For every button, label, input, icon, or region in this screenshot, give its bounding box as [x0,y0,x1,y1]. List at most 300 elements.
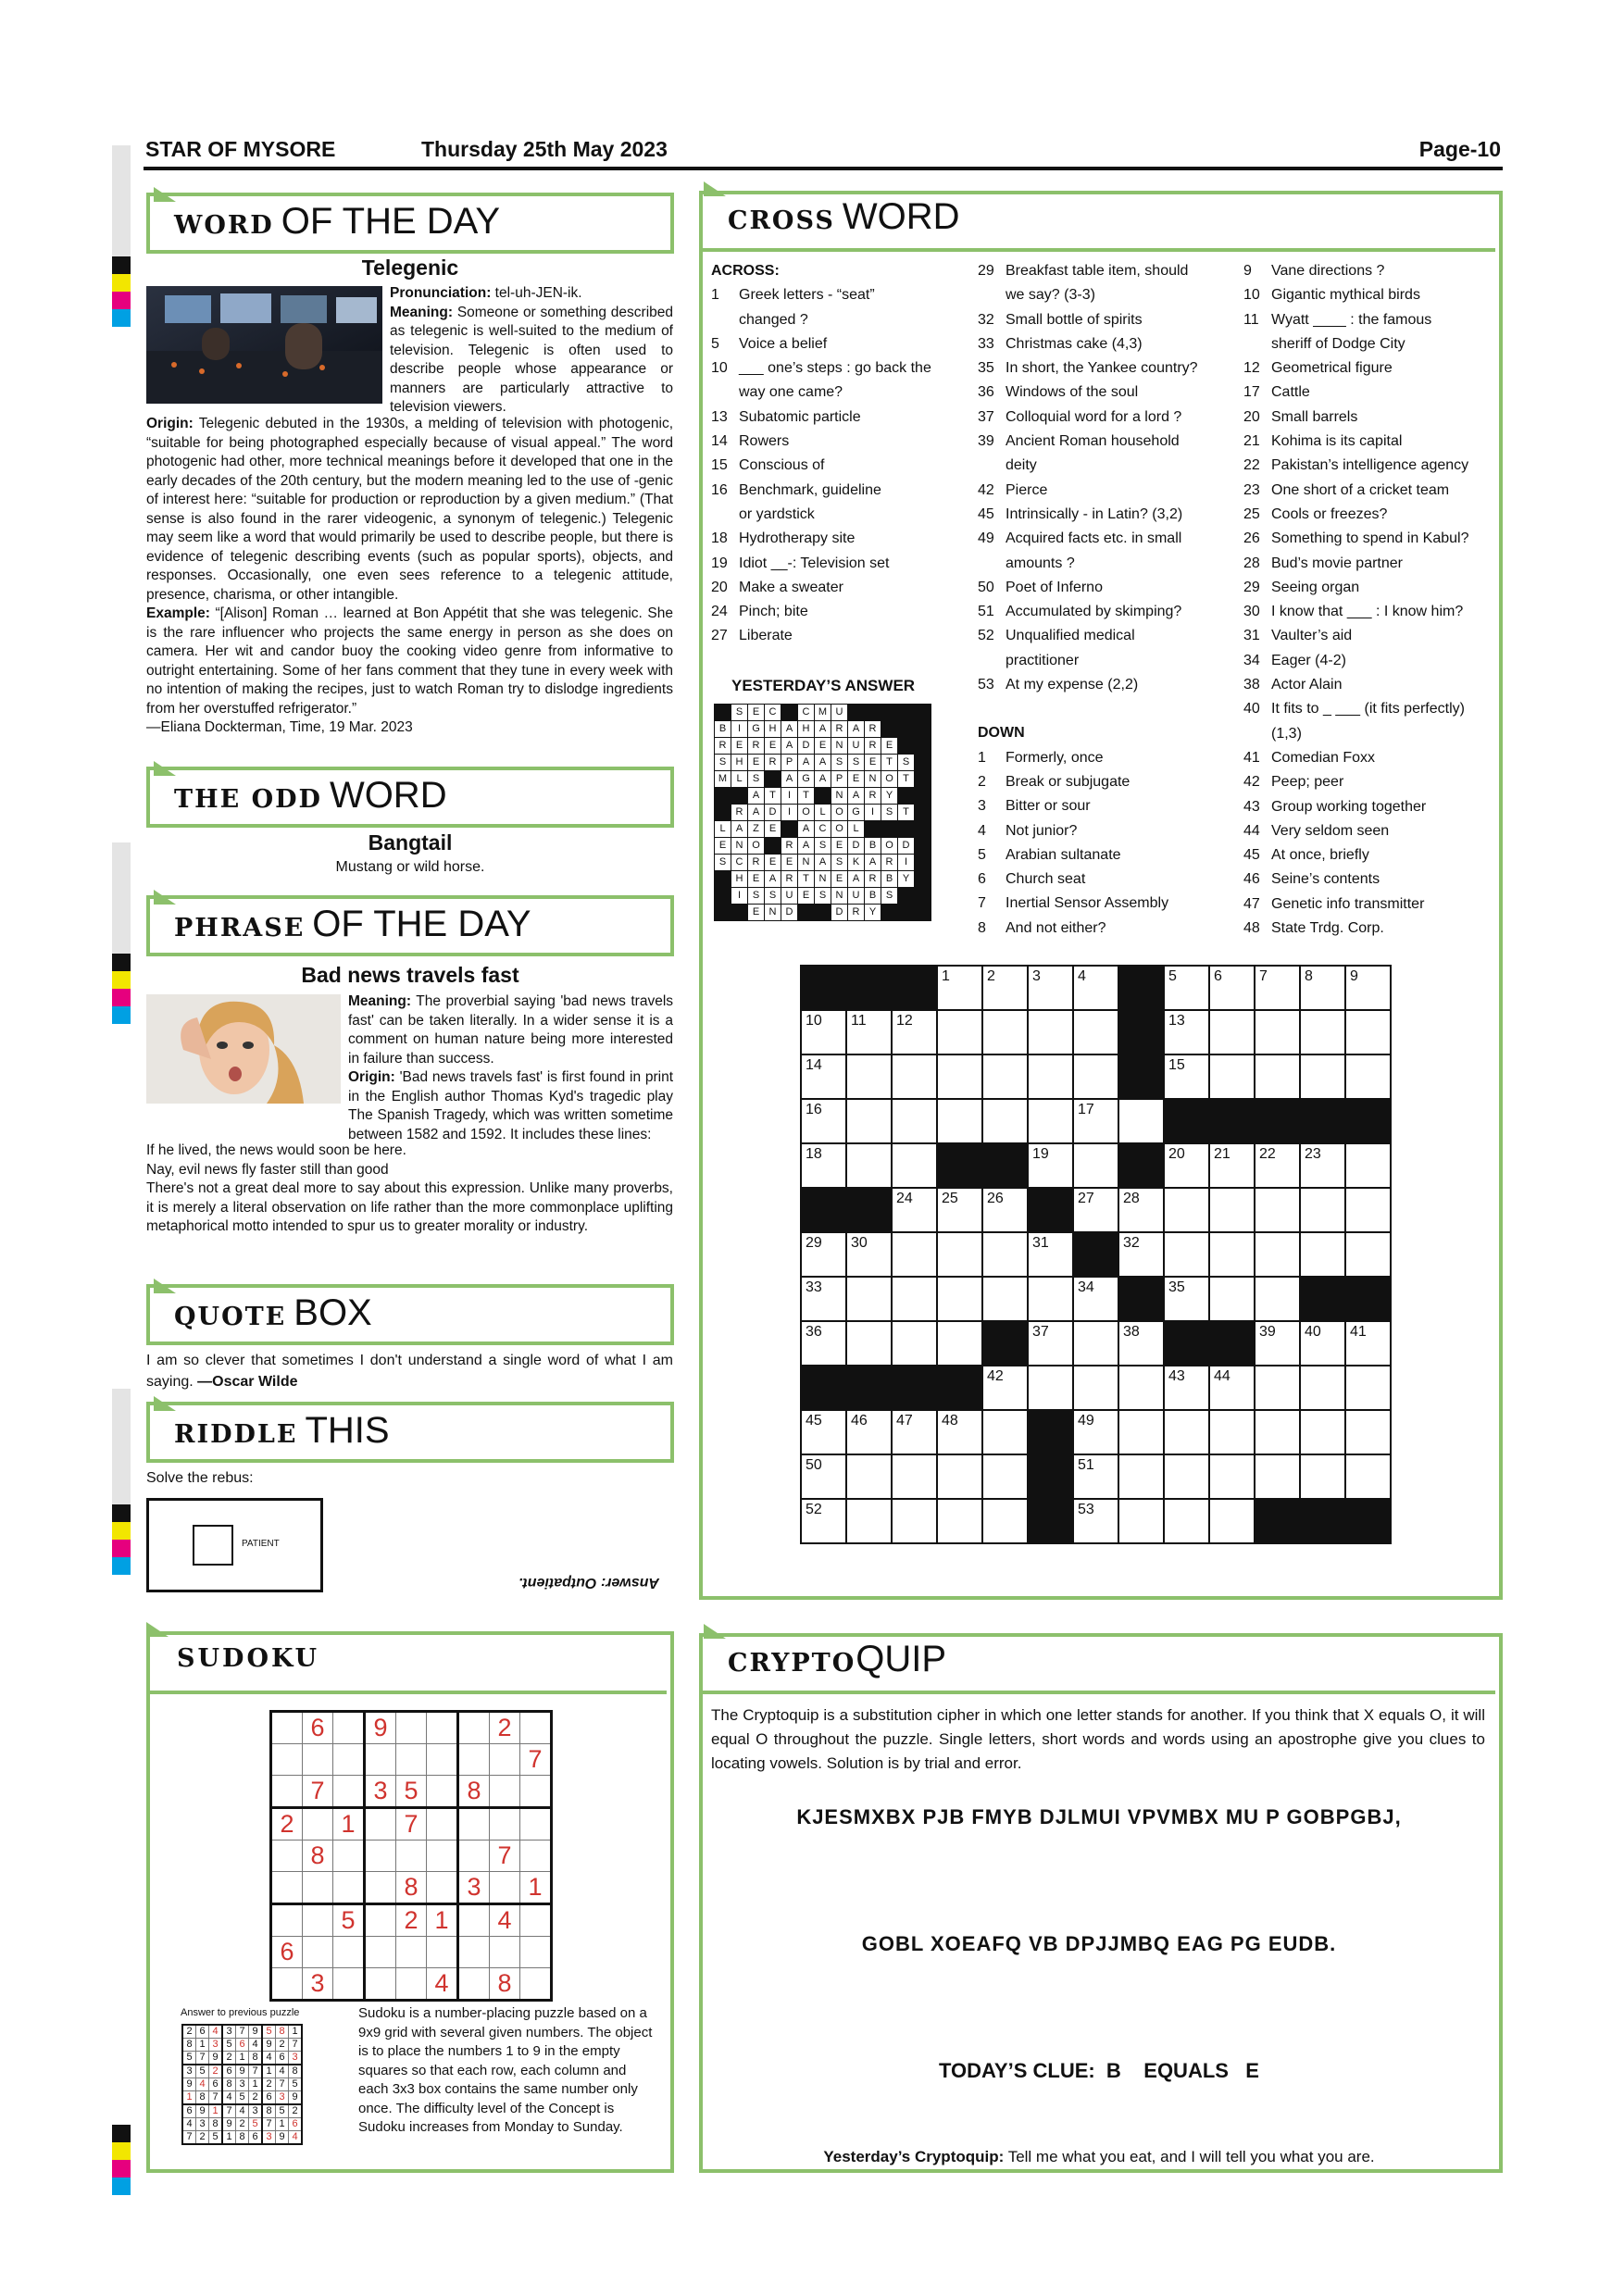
answer-cell: T [765,788,781,805]
black-cell [801,1188,846,1232]
sudoku-cell[interactable]: 7 [520,1744,552,1776]
clue-row [711,576,980,600]
crossword-cell[interactable] [1209,1454,1255,1499]
crossword-cell[interactable] [1300,1366,1345,1410]
sudoku-cell[interactable] [396,1841,427,1872]
crossword-cell[interactable] [1073,1454,1118,1499]
sudoku-cell[interactable] [427,1872,458,1904]
sudoku-cell[interactable] [458,1744,490,1776]
crossword-cell[interactable] [892,1321,937,1366]
sudoku-cell[interactable] [520,1712,552,1744]
answer-cell: S [715,755,731,771]
sudoku-cell[interactable] [427,1712,458,1744]
crossword-cell[interactable] [1255,1277,1300,1321]
crossword-cell[interactable] [1073,966,1118,1010]
clue-row [1243,552,1493,576]
sudoku-cell[interactable] [427,1744,458,1776]
crossword-cell[interactable] [1073,1499,1118,1543]
crossword-cell[interactable] [1345,1321,1391,1366]
answer-cell: M [815,705,831,721]
cell-number: 4 [1078,968,1086,984]
crossword-cell[interactable] [846,1232,892,1277]
black-cell [881,905,898,921]
sudoku-cell[interactable] [303,1808,333,1841]
sudoku-cell[interactable]: 9 [365,1712,396,1744]
crossword-cell[interactable] [1028,1143,1073,1188]
answer-cell: 9 [276,2131,289,2145]
clue-number [1243,722,1271,746]
crossword-cell[interactable] [1073,1010,1118,1054]
sudoku-cell[interactable]: 2 [271,1808,303,1841]
cell-number: 15 [1168,1057,1185,1073]
clue-row [711,600,980,624]
sudoku-cell[interactable] [365,1808,396,1841]
sudoku-cell[interactable] [458,1968,490,2001]
crossword-cell[interactable] [982,1099,1028,1143]
cell-number: 22 [1259,1146,1276,1162]
crossword-cell[interactable] [1118,1188,1164,1232]
crossword-cell[interactable] [1209,1188,1255,1232]
answer-cell: A [781,771,798,788]
crossword-cell[interactable] [1255,1010,1300,1054]
quote-text: I am so clever that sometimes I don't understand a single word of what I am saying. —Oscar Wilde [146,1353,673,1390]
word-of-the-day-title: WORD OF THE DAY [146,193,674,254]
crossword-cell[interactable] [1345,1366,1391,1410]
crossword-cell[interactable] [1300,966,1345,1010]
answer-cell: A [798,838,815,855]
sudoku-cell[interactable] [271,1712,303,1744]
cell-number: 27 [1078,1191,1094,1206]
crossword-cell[interactable] [1164,1232,1209,1277]
sudoku-cell[interactable] [333,1968,365,2001]
answer-cell: 8 [182,2039,196,2052]
crossword-cell[interactable] [1028,1366,1073,1410]
crossword-cell[interactable] [1118,1454,1164,1499]
crossword-cell[interactable] [892,1188,937,1232]
crossword-cell[interactable] [1164,1188,1209,1232]
crossword-cell[interactable] [1345,1143,1391,1188]
crossword-cell[interactable] [1118,1366,1164,1410]
crossword-cell[interactable] [982,1499,1028,1543]
sudoku-cell[interactable]: 1 [427,1904,458,1937]
crossword-cell[interactable] [1028,1099,1073,1143]
sudoku-cell[interactable]: 8 [303,1841,333,1872]
crossword-cell[interactable] [1345,1410,1391,1454]
sudoku-grid[interactable] [269,1710,553,2002]
sudoku-cell[interactable] [303,1744,333,1776]
answer-cell: R [731,805,748,821]
crossword-cell[interactable] [937,1321,982,1366]
clue-row [1243,673,1493,697]
crossword-cell[interactable] [1300,1454,1345,1499]
sudoku-cell[interactable] [333,1776,365,1808]
sudoku-cell[interactable] [490,1872,520,1904]
crossword-cell[interactable] [892,1499,937,1543]
crossword-cell[interactable] [1073,1143,1118,1188]
sudoku-title-tab [146,1622,169,1637]
crossword-cell[interactable] [1300,1232,1345,1277]
crossword-cell[interactable] [937,1099,982,1143]
crossword-cell[interactable] [1255,1054,1300,1099]
sudoku-cell[interactable] [271,1744,303,1776]
crossword-cell[interactable] [1028,1232,1073,1277]
sudoku-cell[interactable]: 7 [303,1776,333,1808]
crossword-cell[interactable] [1164,1499,1209,1543]
clue-text: Actor Alain [1271,677,1343,693]
crossword-cell[interactable] [982,1232,1028,1277]
crossword-cell[interactable] [1209,1410,1255,1454]
crossword-cell[interactable] [1209,1366,1255,1410]
clue-row [711,479,980,503]
crossword-cell[interactable] [982,1188,1028,1232]
sudoku-cell[interactable] [365,1904,396,1937]
crossword-cell[interactable] [1118,1099,1164,1143]
clue-text: Pierce [1006,481,1048,498]
answer-cell: 4 [236,2104,249,2118]
sudoku-cell[interactable] [333,1712,365,1744]
crossword-cell[interactable] [801,1499,846,1543]
sudoku-cell[interactable] [458,1904,490,1937]
answer-cell: 2 [262,2078,276,2091]
answer-cell: I [731,888,748,905]
crossword-cell[interactable] [1118,1232,1164,1277]
crossword-cell[interactable] [892,1277,937,1321]
black-cell [1345,1499,1391,1543]
clue-row [1243,454,1493,478]
crossword-cell[interactable] [937,1010,982,1054]
answer-cell: R [781,838,798,855]
answer-cell: E [865,755,881,771]
crossword-cell[interactable] [801,1410,846,1454]
sudoku-cell[interactable] [333,1872,365,1904]
crossword-cell[interactable] [982,966,1028,1010]
answer-cell: 6 [262,2091,276,2105]
answer-cell: U [831,705,848,721]
crossword-cell[interactable] [892,1099,937,1143]
sudoku-cell[interactable] [427,1776,458,1808]
sudoku-cell[interactable]: 8 [458,1776,490,1808]
sudoku-cell[interactable]: 3 [303,1968,333,2001]
sudoku-cell[interactable]: 3 [458,1872,490,1904]
sudoku-cell[interactable] [520,1841,552,1872]
clue-number: 22 [1243,457,1260,474]
clue-text: Inertial Sensor Assembly [1006,895,1169,912]
sudoku-cell[interactable]: 2 [490,1712,520,1744]
sudoku-cell[interactable] [333,1744,365,1776]
sudoku-cell[interactable]: 3 [365,1776,396,1808]
crossword-cell[interactable] [846,1099,892,1143]
crossword-cell[interactable] [801,1321,846,1366]
cell-number: 48 [942,1413,958,1429]
sudoku-cell[interactable] [365,1968,396,2001]
sudoku-cell[interactable]: 7 [396,1808,427,1841]
crossword-cell[interactable] [937,1454,982,1499]
crossword-cell[interactable] [982,1277,1028,1321]
crossword-cell[interactable] [892,1143,937,1188]
crossword-cell[interactable] [892,1010,937,1054]
crossword-cell[interactable] [1028,1321,1073,1366]
black-cell [848,705,865,721]
clue-number [711,308,739,332]
black-cell [815,905,831,921]
crossword-cell[interactable] [892,1454,937,1499]
crossword-cell[interactable] [846,1143,892,1188]
crossword-cell[interactable] [1209,1010,1255,1054]
sudoku-cell[interactable] [271,1872,303,1904]
crossword-cell[interactable] [846,1410,892,1454]
black-cell [915,705,931,721]
sudoku-cell[interactable]: 4 [427,1968,458,2001]
crossword-cell[interactable] [1073,1188,1118,1232]
sudoku-cell[interactable] [271,1968,303,2001]
clue-number: 34 [1243,652,1260,668]
clue-text: Hydrotherapy site [739,530,856,547]
answer-cell: S [831,755,848,771]
sudoku-cell[interactable]: 5 [396,1776,427,1808]
crossword-cell[interactable] [1164,1366,1209,1410]
sudoku-cell[interactable] [490,1744,520,1776]
crossword-cell[interactable] [1028,1054,1073,1099]
crossword-cell[interactable] [1028,966,1073,1010]
black-cell [915,905,931,921]
answer-cell: E [831,838,848,855]
sudoku-cell[interactable] [520,1808,552,1841]
answer-cell: 1 [289,2025,303,2039]
clue-text: Not junior? [1006,822,1078,839]
answer-cell: 1 [236,2052,249,2065]
sudoku-cell[interactable] [365,1744,396,1776]
sudoku-cell[interactable]: 1 [520,1872,552,1904]
crossword-cell[interactable] [982,1454,1028,1499]
sudoku-cell[interactable]: 5 [333,1904,365,1937]
sudoku-cell[interactable] [490,1808,520,1841]
crossword-cell[interactable] [1255,1232,1300,1277]
crossword-cell[interactable] [1255,1454,1300,1499]
sudoku-cell[interactable]: 6 [303,1712,333,1744]
crossword-cell[interactable] [1255,1143,1300,1188]
sudoku-cell[interactable] [365,1841,396,1872]
cell-number: 7 [1259,968,1268,984]
crossword-cell[interactable] [1164,1454,1209,1499]
registration-bar [112,145,131,327]
crossword-cell[interactable] [801,1099,846,1143]
crossword-cell[interactable] [846,1010,892,1054]
sudoku-cell[interactable]: 7 [490,1841,520,1872]
crossword-cell[interactable] [1073,1054,1118,1099]
crossword-cell[interactable] [937,1277,982,1321]
crossword-cell[interactable] [801,1277,846,1321]
crossword-cell[interactable] [801,1232,846,1277]
crossword-cell[interactable] [1255,1188,1300,1232]
crossword-cell[interactable] [1300,1321,1345,1366]
answer-cell: S [731,705,748,721]
answer-cell: A [848,788,865,805]
sudoku-cell[interactable] [427,1937,458,1968]
sudoku-cell[interactable] [303,1937,333,1968]
crossword-cell[interactable] [892,1054,937,1099]
sudoku-cell[interactable] [365,1872,396,1904]
crossword-cell[interactable] [937,1188,982,1232]
crossword-cell[interactable] [1164,1054,1209,1099]
sudoku-cell[interactable] [458,1808,490,1841]
sudoku-cell[interactable] [396,1744,427,1776]
crossword-cell[interactable] [846,1277,892,1321]
sudoku-cell[interactable]: 2 [396,1904,427,1937]
clue-number: 14 [711,433,728,450]
sudoku-cell[interactable] [458,1841,490,1872]
crossword-cell[interactable] [846,1054,892,1099]
crossword-cell[interactable] [892,1232,937,1277]
crossword-cell[interactable] [1164,1143,1209,1188]
crossword-cell[interactable] [1073,1321,1118,1366]
sudoku-cell[interactable] [490,1937,520,1968]
crossword-cell[interactable] [801,1010,846,1054]
crossword-cell[interactable] [937,966,982,1010]
clue-row [978,527,1246,551]
clue-number [1243,332,1271,356]
sudoku-cell[interactable] [520,1937,552,1968]
crossword-cell[interactable] [1300,1188,1345,1232]
crossword-cell[interactable] [892,1410,937,1454]
cipher-line-2: GOBL XOEAFQ VB DPJJMBQ EAG PG EUDB. [861,1932,1337,1955]
crossword-cell[interactable] [1209,1143,1255,1188]
sudoku-cell[interactable] [427,1808,458,1841]
crossword-cell[interactable] [1345,1010,1391,1054]
sudoku-cell[interactable] [303,1872,333,1904]
divider [150,1691,667,1694]
crossword-cell[interactable] [1073,1366,1118,1410]
crossword-cell[interactable] [1073,1277,1118,1321]
sudoku-cell[interactable] [458,1937,490,1968]
crossword-grid[interactable] [800,965,1392,1544]
crossword-cell[interactable] [982,1410,1028,1454]
crossword-cell[interactable] [1028,1010,1073,1054]
crossword-cell[interactable] [1255,1321,1300,1366]
crossword-cell[interactable] [1073,1099,1118,1143]
crossword-cell[interactable] [937,1054,982,1099]
sudoku-cell[interactable] [333,1841,365,1872]
answer-cell: Y [865,905,881,921]
sudoku-cell[interactable] [271,1776,303,1808]
crossword-cell[interactable] [1209,1232,1255,1277]
crossword-cell[interactable] [1345,1188,1391,1232]
crossword-cell[interactable] [1209,1054,1255,1099]
clue-number: 35 [978,360,994,377]
clue-row [978,454,1246,478]
crossword-cell[interactable] [1028,1277,1073,1321]
clue-text: or yardstick [739,505,815,522]
sudoku-cell[interactable] [520,1776,552,1808]
clue-row [711,552,980,576]
black-cell [781,705,798,721]
crossword-cell[interactable] [1118,1410,1164,1454]
sudoku-cell[interactable]: 8 [396,1872,427,1904]
crossword-cell[interactable] [982,1054,1028,1099]
black-cell [846,1188,892,1232]
crossword-cell[interactable] [982,1366,1028,1410]
sudoku-cell[interactable] [396,1937,427,1968]
crossword-cell[interactable] [1300,1010,1345,1054]
crossword-cell[interactable] [937,1410,982,1454]
sudoku-cell[interactable] [396,1968,427,2001]
clue-number: 52 [978,628,994,644]
crossword-cell[interactable] [1345,1232,1391,1277]
crossword-cell[interactable] [1073,1410,1118,1454]
answer-cell: 7 [249,2065,263,2078]
clue-text: One short of a cricket team [1271,481,1450,498]
crossword-cell[interactable] [937,1232,982,1277]
crossword-cell[interactable] [846,1499,892,1543]
crossword-cell[interactable] [1345,966,1391,1010]
sudoku-cell[interactable] [396,1712,427,1744]
crossword-cell[interactable] [801,1054,846,1099]
clue-number: 43 [1243,798,1260,815]
answer-cell: 4 [222,2091,236,2105]
sudoku-cell[interactable] [365,1937,396,1968]
crossword-cell[interactable] [1164,966,1209,1010]
crossword-cell[interactable] [1255,966,1300,1010]
answer-cell: E [765,821,781,838]
clue-number: 18 [711,530,728,547]
sudoku-cell[interactable]: 8 [490,1968,520,2001]
sudoku-cell[interactable] [520,1904,552,1937]
sudoku-cell[interactable] [303,1904,333,1937]
crossword-cell[interactable] [1118,1321,1164,1366]
clue-text: Idiot __-: Television set [739,555,890,571]
crossword-cell[interactable] [1345,1454,1391,1499]
sudoku-cell[interactable] [520,1968,552,2001]
crossword-cell[interactable] [801,1454,846,1499]
sudoku-cell[interactable] [271,1904,303,1937]
clue-text: Comedian Foxx [1271,749,1376,766]
sudoku-cell[interactable]: 4 [490,1904,520,1937]
answer-cell: 8 [209,2118,223,2131]
sudoku-cell[interactable] [490,1776,520,1808]
sudoku-cell[interactable]: 6 [271,1937,303,1968]
crossword-cell[interactable] [1345,1054,1391,1099]
clue-row [1243,479,1493,503]
crossword-cell[interactable] [1300,1410,1345,1454]
crossword-cell[interactable] [1209,1499,1255,1543]
sudoku-cell[interactable] [458,1712,490,1744]
sudoku-cell[interactable] [271,1841,303,1872]
crossword-cell[interactable] [1255,1366,1300,1410]
crossword-cell[interactable] [1209,1277,1255,1321]
black-cell [715,871,731,888]
crossword-cell[interactable] [1300,1054,1345,1099]
crossword-cell[interactable] [1209,966,1255,1010]
crossword-cell[interactable] [982,1010,1028,1054]
crossword-cell[interactable] [801,1143,846,1188]
clue-number [711,503,739,527]
sudoku-cell[interactable]: 1 [333,1808,365,1841]
crossword-cell[interactable] [1118,1499,1164,1543]
clue-row [1243,503,1493,527]
sudoku-cell[interactable] [427,1841,458,1872]
crossword-cell[interactable] [937,1499,982,1543]
crossword-cell[interactable] [1164,1410,1209,1454]
crossword-cell[interactable] [1164,1010,1209,1054]
crossword-cell[interactable] [1255,1410,1300,1454]
black-cell [915,838,931,855]
clue-row [1243,430,1493,454]
answer-cell: G [798,771,815,788]
crossword-cell[interactable] [846,1454,892,1499]
crossword-cell[interactable] [846,1321,892,1366]
sudoku-cell[interactable] [333,1937,365,1968]
crossword-cell[interactable] [1300,1143,1345,1188]
crossword-cell[interactable] [1164,1277,1209,1321]
